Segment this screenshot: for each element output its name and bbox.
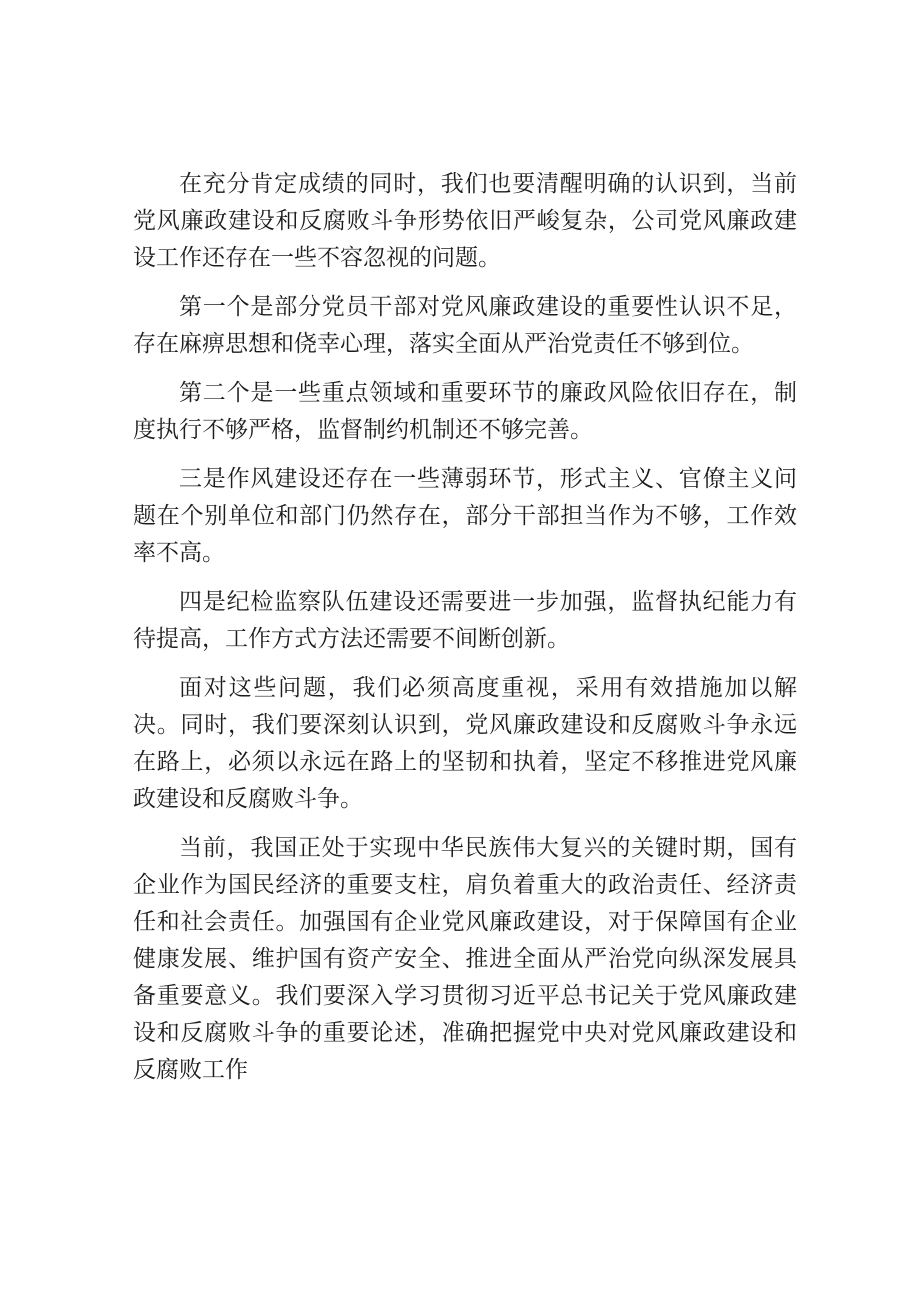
paragraph-4: 三是作风建设还存在一些薄弱环节，形式主义、官僚主义问题在个别单位和部门仍然存在，部分干部担当作为不够，工作效率不高。: [133, 466, 797, 566]
paragraph-3: 第二个是一些重点领域和重要环节的廉政风险依旧存在，制度执行不够严格，监督制约机制还不够完善。: [133, 380, 797, 443]
paragraph-2: 第一个是部分党员干部对党风廉政建设的重要性认识不足，存在麻痹思想和侥幸心理，落实全面从严治党责任不够到位。: [133, 294, 797, 357]
paragraph-5: 四是纪检监察队伍建设还需要进一步加强，监督执纪能力有待提高，工作方式方法还需要不间断创新。: [133, 589, 797, 652]
document-body: [133, 166, 797, 1101]
paragraph-1: 在充分肯定成绩的同时，我们也要清醒明确的认识到，当前党风廉政建设和反腐败斗争形势依旧严峻复杂，公司党风廉政建设工作还存在一些不容忽视的问题。: [133, 171, 797, 271]
paragraph-6: 面对这些问题，我们必须高度重视，采用有效措施加以解决。同时，我们要深刻认识到，党风廉政建设和反腐败斗争永远在路上，必须以永远在路上的坚韧和执着，坚定不移推进党风廉政建设和反腐败斗争。: [133, 675, 797, 812]
paragraph-7: 当前，我国正处于实现中华民族伟大复兴的关键时期，国有企业作为国民经济的重要支柱，肩负着重大的政治责任、经济责任和社会责任。加强国有企业党风廉政建设，对于保障国有企业健康发展、维护国有资产安全、推进全面从严治党向纵深发展具备重要意义。我们要深入学习贯彻习近平总书记关于党风廉政建设和反腐败斗争的重要论述，准确把握党中央对党风廉政建设和反腐败工作: [133, 835, 797, 1083]
